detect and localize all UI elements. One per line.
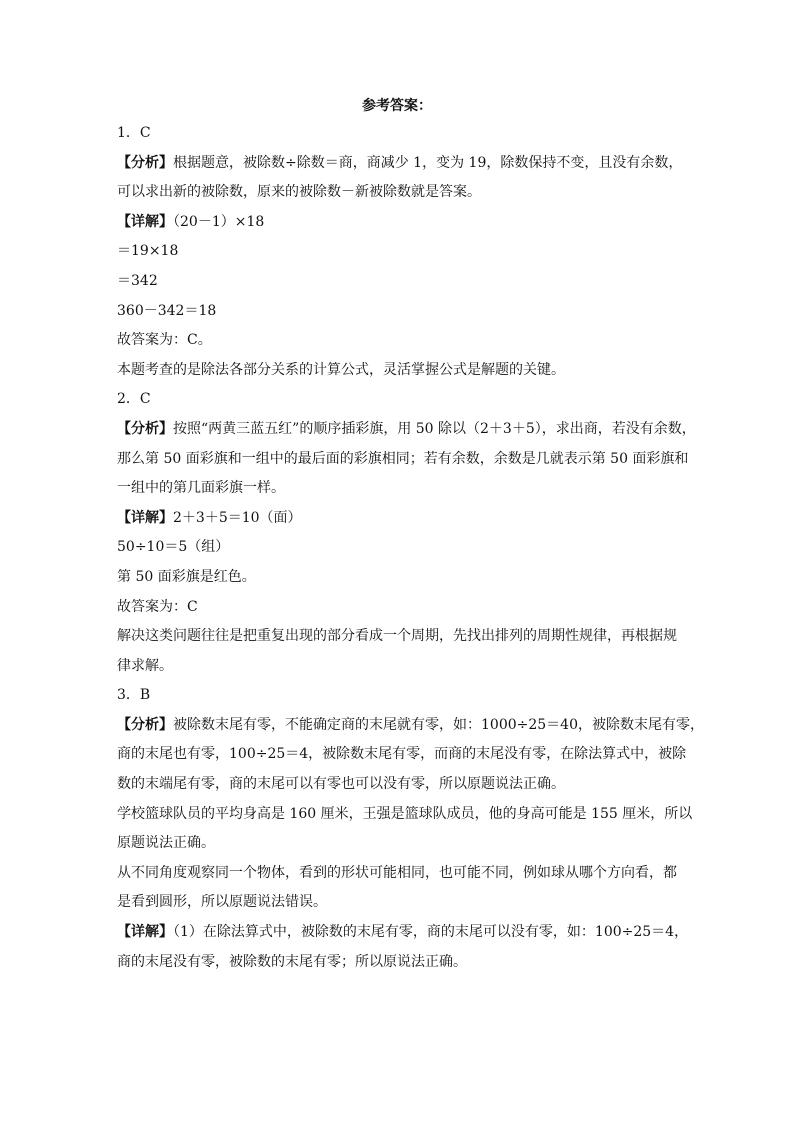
q1-number: 1．C [117,125,151,141]
answer-content [117,119,704,977]
q2-analysis-text: 按照“两黄三蓝五红”的顺序插彩旗，用 50 除以（2＋3＋5），求出商，若没有余数， [173,420,696,437]
q3-analysis-line: 是看到圆形，所以原题说法错误。 [117,894,327,911]
q3-analysis-text: 被除数末尾有零，不能确定商的末尾就有零，如：1000÷25＝40，被除数末尾有零， [173,716,704,733]
q2-analysis-tag: 【分析】 [117,420,173,437]
q2-step: 50÷10＝5（组） [117,539,230,556]
q2-summary: 解决这类问题往往是把重复出现的部分看成一个周期，先找出排列的周期性规律，再根据规 [117,628,677,645]
q3-analysis-line [117,711,704,741]
q1-detail-text: （20－1）×18 [173,213,265,230]
q2-number: 2．C [117,391,151,408]
q1-detail-tag: 【详解】 [117,213,173,230]
q3-detail-tag: 【详解】 [117,924,173,941]
q2-summary: 律求解。 [117,657,173,674]
q2-detail-line [117,504,682,534]
q3-analysis-line: 从不同角度观察同一个物体，看到的形状可能相同，也可能不同，例如球从哪个方向看，都 [117,864,677,881]
q3-analysis-line: 学校篮球队员的平均身高是 160 厘米，王强是篮球队成员，他的身高可能是 155 厘米，所以 [117,805,693,822]
q1-analysis-line [117,149,682,179]
q3-detail-line [117,918,689,948]
q1-detail-line [117,208,682,238]
q2-detail-text: 2＋3＋5＝10（面） [173,509,302,526]
q2-analysis-line [117,415,696,445]
q3-detail-text: （1）在除法算式中，被除数的末尾有零，商的末尾可以没有零，如：100÷25＝4， [173,924,689,941]
q3-analysis-line: 原题说法正确。 [117,835,215,852]
q1-analysis-text: 根据题意，被除数÷除数＝商，商减少 1，变为 19，除数保持不变，且没有余数， [173,154,683,171]
q2-conclusion: 故答案为：C [117,598,198,615]
q1-conclusion: 故答案为：C。 [117,332,212,349]
q1-step: ＝19×18 [117,243,179,260]
q1-step: ＝342 [117,272,158,289]
q2-analysis-line: 一组中的第几面彩旗一样。 [117,480,285,497]
q1-analysis-line: 可以求出新的被除数，原来的被除数－新被除数就是答案。 [117,184,481,201]
q2-detail-tag: 【详解】 [117,509,173,526]
q1-summary: 本题考查的是除法各部分关系的计算公式，灵活掌握公式是解题的关键。 [117,361,565,378]
q3-step: 商的末尾没有零，被除数的末尾有零；所以原说法正确。 [117,953,467,970]
q2-step: 第 50 面彩旗是红色。 [117,568,256,585]
q1-analysis-tag: 【分析】 [117,154,173,171]
page-title: 参考答案： [362,98,432,114]
q3-analysis-line: 商的末尾也有零，100÷25＝4，被除数末尾有零，而商的末尾没有零，在除法算式中，被除 [117,746,687,763]
q3-analysis-tag: 【分析】 [117,716,173,733]
q1-step: 360－342＝18 [117,302,217,319]
q3-number: 3．B [117,687,151,704]
q3-analysis-line: 数的末端尾有零，商的末尾可以有零也可以没有零，所以原题说法正确。 [117,776,565,793]
q2-analysis-line: 那么第 50 面彩旗和一组中的最后面的彩旗相同；若有余数，余数是几就表示第 50 面彩旗和 [117,450,689,467]
